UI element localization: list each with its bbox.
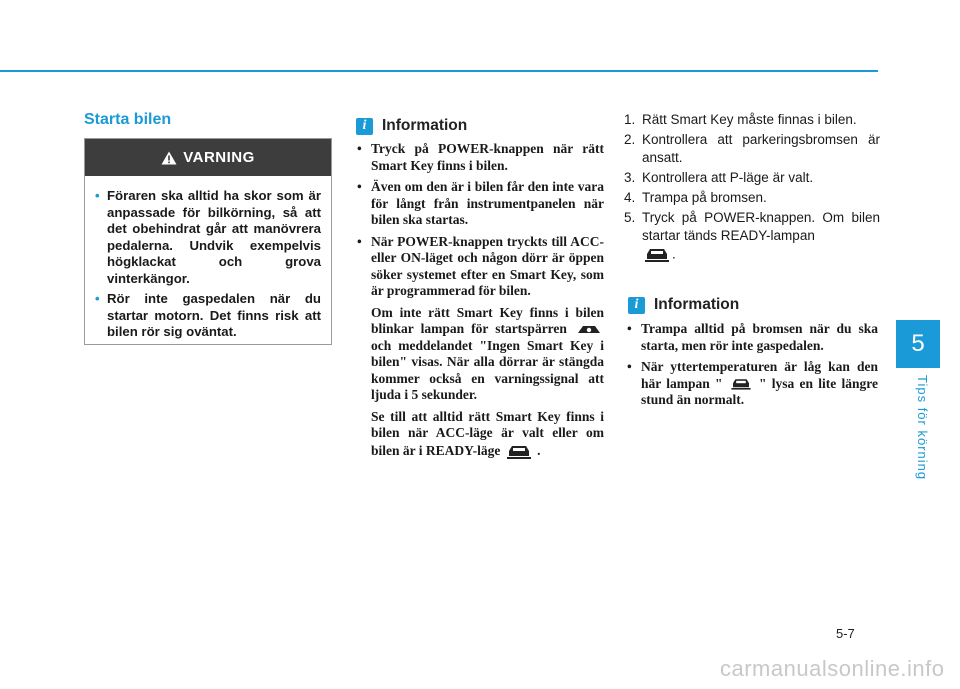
step-item: 4. Trampa på bromsen. <box>624 190 767 205</box>
warning-box <box>84 138 332 345</box>
step-item: 3. Kontrollera att P-läge är valt. <box>624 170 814 185</box>
warning-item: • Rör inte gaspedalen när du startar motorn. Det finns risk att bilen rör sig oväntat. <box>95 291 321 339</box>
warning-triangle-icon <box>161 151 177 165</box>
info-item: • När yttertemperaturen är låg kan den här lampan " " lysa en lite längre stund än normalt. <box>627 359 878 408</box>
immobilizer-car-icon <box>574 323 604 337</box>
info-heading <box>628 296 739 314</box>
section-title: Starta bilen <box>84 111 172 128</box>
info-item: • Tryck på POWER-knappen när rätt Smart Key finns i bilen. <box>357 141 604 173</box>
info-item: • När POWER-knappen tryckts till ACC- eller ON-läget och någon dörr är öppen söker systemet efter en Smart Key, som är programmerad för bilen. Om inte rätt Smart Key finns i bilen blinkar lampan för startspärren och meddelandet "Ingen Smart Key i bilen" visas. När alla dörrar är stängda kommer också en varningssignal att ljuda i 5 sekunder. Se till att alltid rätt Smart Key finns i bilen när ACC-läge är valt eller om bilen är i READY-läge . <box>356 234 604 462</box>
info-item: • Trampa alltid på bromsen när du ska starta, men rör inte gaspedalen. <box>627 321 878 353</box>
warning-item: • Föraren ska alltid ha skor som är anpassade för bilkörning, så att det obehindrat går att manövrera pedalerna. Undvik exempelvis högklackat och grova vinterkängor. <box>95 188 321 286</box>
step-item: 1. Rätt Smart Key måste finnas i bilen. <box>624 112 857 127</box>
chapter-number: 5 <box>911 330 925 357</box>
warning-header <box>85 139 331 176</box>
car-ready-icon <box>642 245 672 265</box>
info-icon: i <box>356 118 373 135</box>
info-paragraph: När POWER-knappen tryckts till ACC- eller ON-läget och någon dörr är öppen söker systemet efter en Smart Key, som är programmerad för bilen. <box>371 233 604 298</box>
step-item: 2. Kontrollera att parkeringsbromsen är ansatt. <box>624 132 880 165</box>
chapter-title: Tips för körning <box>915 375 930 481</box>
header-rule <box>0 70 878 72</box>
warning-title: VARNING <box>183 149 255 166</box>
step-item: 5. Tryck på POWER-knappen. Om bilen startar tänds READY-lampan . <box>624 209 880 265</box>
info-list <box>356 141 604 467</box>
page-number: 5-7 <box>836 626 855 641</box>
info-title: Information <box>654 296 740 313</box>
warning-list <box>85 176 331 341</box>
info-icon: i <box>628 297 645 314</box>
info-heading <box>356 117 467 135</box>
start-steps-list <box>624 111 880 267</box>
info-paragraph: Om inte rätt Smart Key finns i bilen blinkar lampan för startspärren och meddelandet "Ingen Smart Key i bilen" visas. När alla dörrar är stängda kommer också en varningssignal att ljuda i 5 sekunder. <box>371 304 604 402</box>
chapter-tab <box>896 320 940 368</box>
info-item: • Även om den är i bilen får den inte vara för långt från instrumentpanelen när bilen ska startas. <box>357 179 604 227</box>
watermark: carmanualsonline.info <box>720 656 945 681</box>
info-title: Information <box>382 117 468 134</box>
car-ready-icon <box>728 376 754 392</box>
car-ready-icon <box>504 442 534 462</box>
info-paragraph: Se till att alltid rätt Smart Key finns i bilen när ACC-läge är valt eller om bilen är i READY-läge . <box>371 409 604 462</box>
info-list <box>626 321 878 414</box>
